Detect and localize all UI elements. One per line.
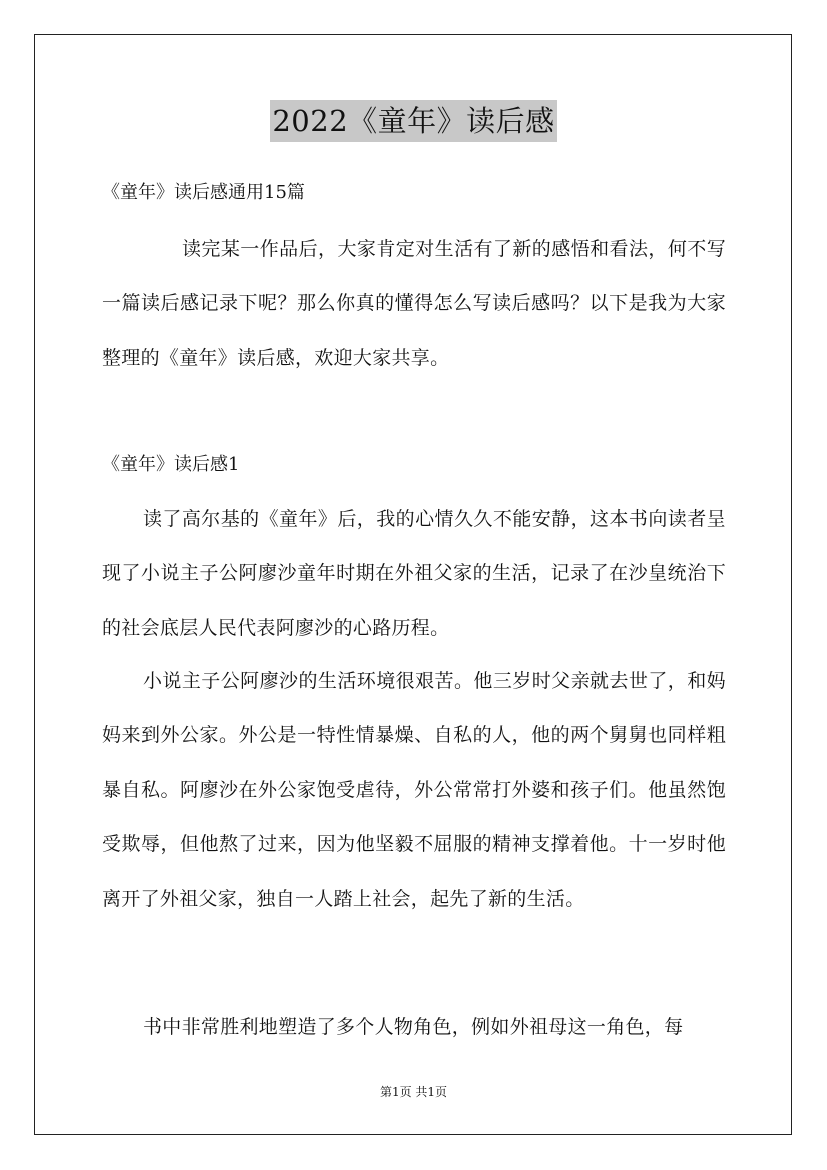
body-paragraph-2: 小说主子公阿廖沙的生活环境很艰苦。他三岁时父亲就去世了，和妈妈来到外公家。外公是一特性情暴燥、自私的人，他的两个舅舅也同样粗暴自私。阿廖沙在外公家饱受虐待，外公常常打外婆和孩子们。他虽然饱受欺辱，但他熬了过来，因为他坚毅不屈服的精神支撑着他。十一岁时他离开了外祖父家，独自一人踏上社会，起先了新的生活。	[102, 670, 726, 910]
section-heading: 《童年》读后感1	[102, 454, 240, 475]
body-paragraph-1: 读了高尔基的《童年》后，我的心情久久不能安静，这本书向读者呈现了小说主子公阿廖沙童年时期在外祖父家的生活，记录了在沙皇统治下的社会底层人民代表阿廖沙的心路历程。	[102, 508, 726, 639]
body-paragraph-3: 书中非常胜利地塑造了多个人物角色，例如外祖母这一角色，每	[143, 1016, 684, 1038]
document-title: 2022《童年》读后感	[270, 100, 556, 142]
intro-paragraph: 读完某一作品后，大家肯定对生活有了新的感悟和看法，何不写一篇读后感记录下呢？那么你真的懂得怎么写读后感吗？以下是我为大家整理的《童年》读后感，欢迎大家共享。	[102, 238, 726, 369]
page-footer: 第1页 共1页	[379, 1085, 448, 1099]
document-subtitle: 《童年》读后感通用15篇	[102, 182, 305, 203]
title-container	[0, 100, 827, 142]
